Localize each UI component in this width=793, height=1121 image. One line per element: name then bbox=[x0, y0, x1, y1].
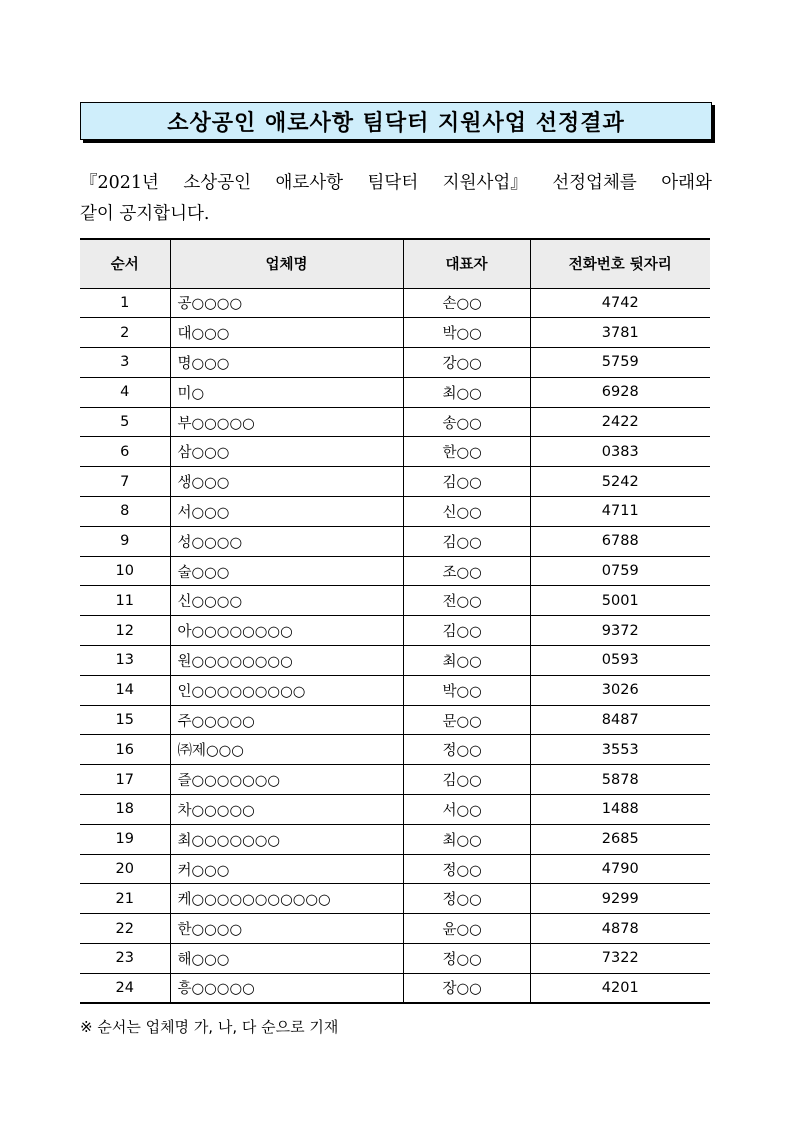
header-order: 순서 bbox=[80, 239, 170, 288]
page-title-text: 소상공인 애로사항 팀닥터 지원사업 선정결과 bbox=[167, 110, 625, 136]
cell-representative: 송○○ bbox=[403, 407, 530, 437]
cell-company: 명○○○ bbox=[170, 348, 403, 378]
header-company: 업체명 bbox=[170, 239, 403, 288]
intro-word: 아래와 bbox=[661, 173, 712, 193]
cell-company: 서○○○ bbox=[170, 497, 403, 527]
cell-order: 16 bbox=[80, 735, 170, 765]
cell-phone: 1488 bbox=[530, 795, 710, 825]
cell-representative: 정○○ bbox=[403, 944, 530, 974]
cell-company: 커○○○ bbox=[170, 854, 403, 884]
cell-company: 생○○○ bbox=[170, 467, 403, 497]
table-row bbox=[80, 556, 710, 586]
table-row bbox=[80, 586, 710, 616]
table-row bbox=[80, 526, 710, 556]
cell-phone: 9299 bbox=[530, 884, 710, 914]
cell-order: 19 bbox=[80, 824, 170, 854]
cell-phone: 2685 bbox=[530, 824, 710, 854]
table-row bbox=[80, 675, 710, 705]
cell-order: 12 bbox=[80, 616, 170, 646]
cell-company: 삼○○○ bbox=[170, 437, 403, 467]
intro-word: 『2021년 bbox=[80, 173, 159, 193]
cell-representative: 최○○ bbox=[403, 646, 530, 676]
table-row bbox=[80, 795, 710, 825]
cell-order: 23 bbox=[80, 944, 170, 974]
intro-word: 소상공인 bbox=[183, 173, 252, 193]
cell-representative: 정○○ bbox=[403, 735, 530, 765]
cell-phone: 5001 bbox=[530, 586, 710, 616]
cell-phone: 0593 bbox=[530, 646, 710, 676]
cell-order: 5 bbox=[80, 407, 170, 437]
cell-company: 한○○○○ bbox=[170, 914, 403, 944]
table-row bbox=[80, 735, 710, 765]
cell-representative: 김○○ bbox=[403, 526, 530, 556]
header-representative: 대표자 bbox=[403, 239, 530, 288]
cell-order: 21 bbox=[80, 884, 170, 914]
cell-representative: 신○○ bbox=[403, 497, 530, 527]
cell-phone: 6788 bbox=[530, 526, 710, 556]
cell-phone: 4201 bbox=[530, 973, 710, 1003]
cell-company: 신○○○○ bbox=[170, 586, 403, 616]
cell-representative: 윤○○ bbox=[403, 914, 530, 944]
cell-order: 2 bbox=[80, 318, 170, 348]
cell-order: 22 bbox=[80, 914, 170, 944]
cell-representative: 최○○ bbox=[403, 824, 530, 854]
intro-word: 팀닥터 bbox=[367, 173, 419, 193]
page-title bbox=[80, 102, 712, 140]
cell-phone: 6928 bbox=[530, 377, 710, 407]
cell-representative: 김○○ bbox=[403, 467, 530, 497]
cell-order: 4 bbox=[80, 377, 170, 407]
cell-order: 8 bbox=[80, 497, 170, 527]
table-row bbox=[80, 288, 710, 318]
table-row bbox=[80, 705, 710, 735]
cell-company: 인○○○○○○○○○ bbox=[170, 675, 403, 705]
cell-phone: 4711 bbox=[530, 497, 710, 527]
cell-order: 18 bbox=[80, 795, 170, 825]
intro-word: 애로사항 bbox=[275, 173, 344, 193]
cell-representative: 손○○ bbox=[403, 288, 530, 318]
cell-representative: 정○○ bbox=[403, 884, 530, 914]
cell-company: 술○○○ bbox=[170, 556, 403, 586]
cell-company: 대○○○ bbox=[170, 318, 403, 348]
cell-company: 해○○○ bbox=[170, 944, 403, 974]
cell-phone: 9372 bbox=[530, 616, 710, 646]
cell-company: 차○○○○○ bbox=[170, 795, 403, 825]
table-row bbox=[80, 854, 710, 884]
cell-order: 7 bbox=[80, 467, 170, 497]
table-row bbox=[80, 824, 710, 854]
header-phone: 전화번호 뒷자리 bbox=[530, 239, 710, 288]
cell-representative: 한○○ bbox=[403, 437, 530, 467]
table-row bbox=[80, 884, 710, 914]
table-row bbox=[80, 914, 710, 944]
cell-order: 3 bbox=[80, 348, 170, 378]
cell-representative: 장○○ bbox=[403, 973, 530, 1003]
cell-representative: 조○○ bbox=[403, 556, 530, 586]
cell-company: 공○○○○ bbox=[170, 288, 403, 318]
cell-company: 주○○○○○ bbox=[170, 705, 403, 735]
cell-order: 1 bbox=[80, 288, 170, 318]
cell-order: 17 bbox=[80, 765, 170, 795]
cell-representative: 문○○ bbox=[403, 705, 530, 735]
cell-order: 13 bbox=[80, 646, 170, 676]
cell-representative: 박○○ bbox=[403, 675, 530, 705]
cell-phone: 5759 bbox=[530, 348, 710, 378]
table-row bbox=[80, 377, 710, 407]
intro-word: 지원사업』 bbox=[442, 173, 528, 193]
cell-order: 24 bbox=[80, 973, 170, 1003]
cell-phone: 5242 bbox=[530, 467, 710, 497]
cell-phone: 8487 bbox=[530, 705, 710, 735]
intro-paragraph bbox=[80, 168, 712, 230]
cell-phone: 2422 bbox=[530, 407, 710, 437]
cell-representative: 전○○ bbox=[403, 586, 530, 616]
cell-order: 15 bbox=[80, 705, 170, 735]
cell-order: 14 bbox=[80, 675, 170, 705]
table-row bbox=[80, 467, 710, 497]
cell-company: 아○○○○○○○○ bbox=[170, 616, 403, 646]
table-row bbox=[80, 318, 710, 348]
table-row bbox=[80, 765, 710, 795]
table-row bbox=[80, 437, 710, 467]
cell-phone: 0759 bbox=[530, 556, 710, 586]
cell-representative: 박○○ bbox=[403, 318, 530, 348]
table-row bbox=[80, 973, 710, 1003]
cell-phone: 4742 bbox=[530, 288, 710, 318]
table-header-row bbox=[80, 239, 710, 288]
cell-representative: 서○○ bbox=[403, 795, 530, 825]
cell-phone: 3026 bbox=[530, 675, 710, 705]
cell-company: 원○○○○○○○○ bbox=[170, 646, 403, 676]
cell-order: 20 bbox=[80, 854, 170, 884]
cell-company: 흥○○○○○ bbox=[170, 973, 403, 1003]
table-row bbox=[80, 348, 710, 378]
cell-company: 성○○○○ bbox=[170, 526, 403, 556]
cell-representative: 김○○ bbox=[403, 616, 530, 646]
cell-phone: 3781 bbox=[530, 318, 710, 348]
cell-company: 최○○○○○○○ bbox=[170, 824, 403, 854]
table-row bbox=[80, 497, 710, 527]
intro-line-2: 같이 공지합니다. bbox=[80, 204, 210, 224]
table-row bbox=[80, 616, 710, 646]
table-row bbox=[80, 944, 710, 974]
intro-word: 선정업체를 bbox=[552, 173, 637, 193]
cell-representative: 김○○ bbox=[403, 765, 530, 795]
cell-order: 11 bbox=[80, 586, 170, 616]
footnote: ※ 순서는 업체명 가, 나, 다 순으로 기재 bbox=[80, 1018, 339, 1036]
cell-phone: 0383 bbox=[530, 437, 710, 467]
results-table bbox=[80, 238, 710, 1004]
cell-phone: 5878 bbox=[530, 765, 710, 795]
cell-phone: 4790 bbox=[530, 854, 710, 884]
cell-phone: 7322 bbox=[530, 944, 710, 974]
cell-representative: 정○○ bbox=[403, 854, 530, 884]
cell-order: 6 bbox=[80, 437, 170, 467]
cell-phone: 4878 bbox=[530, 914, 710, 944]
table-row bbox=[80, 407, 710, 437]
cell-phone: 3553 bbox=[530, 735, 710, 765]
cell-company: ㈜제○○○ bbox=[170, 735, 403, 765]
cell-company: 즐○○○○○○○ bbox=[170, 765, 403, 795]
intro-line-1 bbox=[80, 168, 712, 199]
cell-representative: 최○○ bbox=[403, 377, 530, 407]
table-body bbox=[80, 288, 710, 1003]
cell-order: 10 bbox=[80, 556, 170, 586]
table-row bbox=[80, 646, 710, 676]
cell-order: 9 bbox=[80, 526, 170, 556]
cell-company: 케○○○○○○○○○○○ bbox=[170, 884, 403, 914]
cell-company: 미○ bbox=[170, 377, 403, 407]
cell-company: 부○○○○○ bbox=[170, 407, 403, 437]
cell-representative: 강○○ bbox=[403, 348, 530, 378]
